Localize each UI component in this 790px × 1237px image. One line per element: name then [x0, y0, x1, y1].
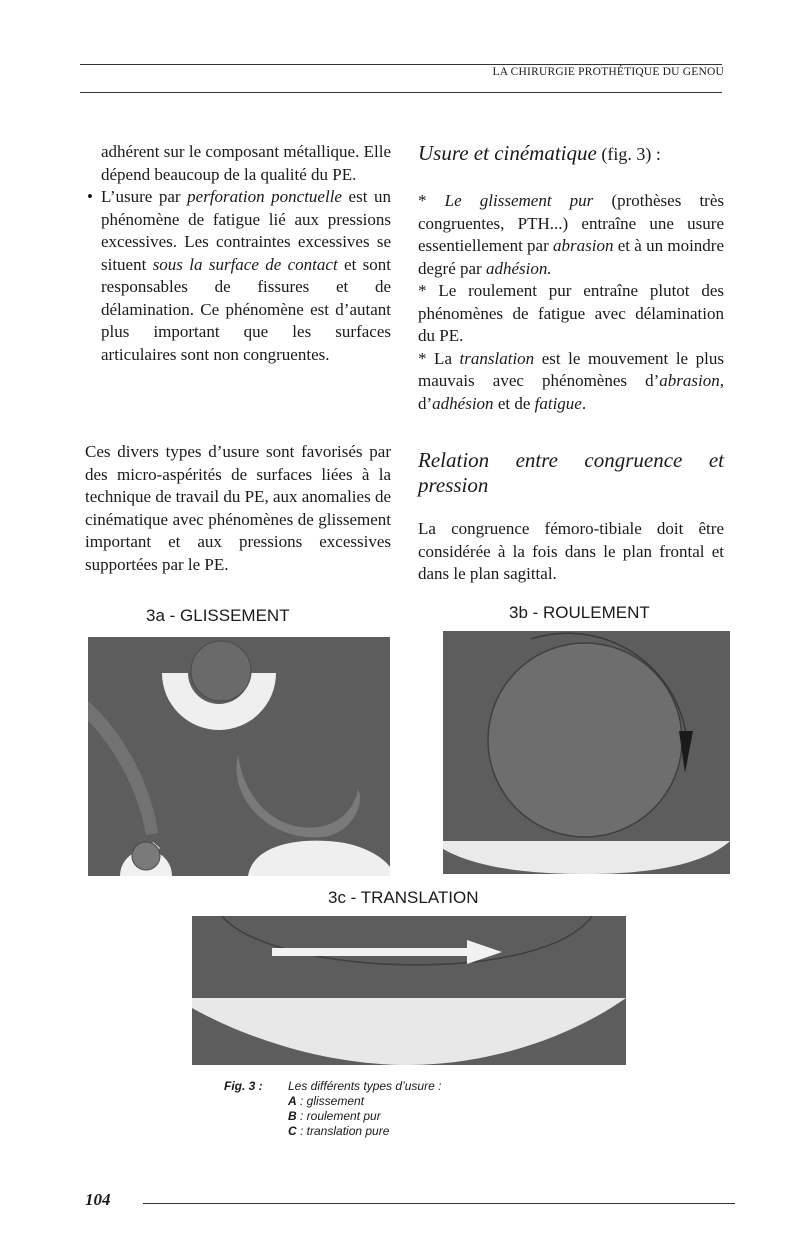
right-column — [418, 141, 724, 415]
figure-3b-drawing — [443, 631, 730, 874]
figure-label-3a: 3a - GLISSEMENT — [146, 606, 290, 625]
figure-label-3b: 3b - ROULEMENT — [509, 603, 650, 622]
right-column-lower — [418, 448, 724, 586]
paragraph-roulement: * Le roulement pur entraîne plutot des phénomènes de fatigue avec délamination du PE. — [418, 281, 724, 345]
caption-fig-ref: Fig. 3 : — [224, 1079, 263, 1093]
bullet-text: L’usure par perforation ponctuelle est un phénomène de fatigue lié aux pressions excessives. Les contraintes excessives se situent sous la surface de contact et sont responsables de fissures et de délamination. Ce phénomène est d’autant plus important que les surfaces articulaires sont non congruentes. — [101, 187, 391, 364]
paragraph-usure-factors: Ces divers types d’usure sont favorisés par des micro-aspérités de surfaces liées à la technique de travail du PE, aux anomalies de cinématique avec phénomènes de glissement important et aux pressions excessives supportées par le PE. — [85, 442, 391, 574]
paragraph-translation: * La translation est le mouvement le plus mauvais avec phénomènes d’abrasion, d’adhésion et de fatigue. — [418, 348, 724, 413]
paragraph-glissement: * Le glissement pur (prothèses très congruentes, PTH...) entraîne une usure essentiellement par abrasion et à un moindre degré par adhésion. — [418, 191, 725, 278]
bullet-item-perforation — [87, 186, 391, 366]
caption-block — [224, 1079, 624, 1139]
footer-rule — [143, 1203, 735, 1204]
section-heading-usure: Usure et cinématique (fig. 3) : — [418, 141, 661, 165]
caption-title: Les différents types d’usure : — [288, 1079, 442, 1093]
figure-3b-roulement — [443, 631, 730, 874]
running-header: LA CHIRURGIE PROTHÉTIQUE DU GENOU — [492, 66, 724, 78]
figure-3a-glissement — [88, 637, 390, 876]
caption-item-c: C : translation pure — [288, 1124, 390, 1138]
header-top-rule — [80, 64, 722, 65]
figure-3c-translation — [192, 916, 626, 1065]
figure-3c-drawing — [192, 916, 626, 1065]
left-column — [87, 141, 391, 366]
caption-item-b: B : roulement pur — [288, 1109, 381, 1123]
paragraph-congruence: La congruence fémoro-tibiale doit être considérée à la fois dans le plan frontal et dans le plan sagittal. — [418, 519, 724, 583]
figure-label-3c: 3c - TRANSLATION — [328, 888, 479, 907]
figure-3a-drawing — [88, 637, 390, 876]
page-number: 104 — [85, 1190, 111, 1209]
figure-caption — [224, 1079, 624, 1139]
left-column-paragraph — [85, 441, 391, 576]
header-bottom-rule — [80, 92, 722, 93]
section-heading-congruence: Relation entre congruence et pression — [418, 448, 724, 497]
bullet-symbol: • — [87, 187, 93, 206]
caption-item-a: A : glissement — [288, 1094, 365, 1108]
paragraph-continuation: adhérent sur le composant métallique. Elle dépend beaucoup de la qualité du PE. — [101, 142, 391, 184]
